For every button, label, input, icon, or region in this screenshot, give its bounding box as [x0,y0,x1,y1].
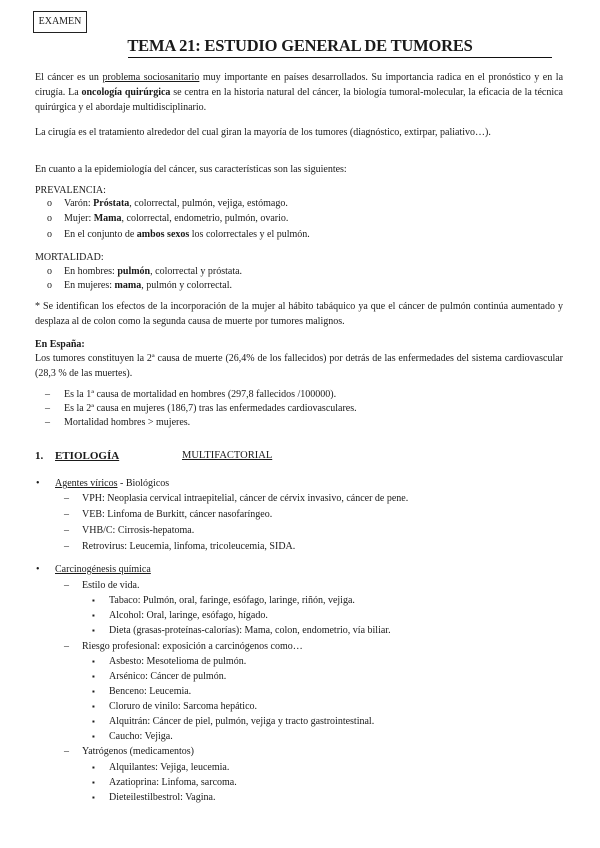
list-item: VPH: Neoplasia cervical intraepitelial, cáncer de cérvix invasivo, cáncer de pene. [82,493,409,504]
mortalidad-label: MORTALIDAD: [35,252,104,263]
list-item: Mortalidad hombres > mujeres. [64,417,191,428]
smoking-note: * Se identifican los efectos de la incorporación de la mujer al hábito tabáquico ya que el cáncer de pulmón continúa aumentado y desplaza al de colon como la segunda causa de muerte por tumores malignos. [35,301,563,327]
dash-marker: – [45,389,50,400]
list-item: Es la 2ª causa en mujeres (186,7) tras las enfermedades cardiovasculares. [64,403,357,414]
dash-marker: – [45,417,50,428]
list-item: VHB/C: Cirrosis-hepatoma. [82,525,195,536]
dash-marker: – [64,746,69,757]
square-marker: ▪ [92,763,95,772]
square-marker: ▪ [92,657,95,666]
section-heading: ETIOLOGÍA [55,450,120,462]
page-title: TEMA 21: ESTUDIO GENERAL DE TUMORES [127,36,473,55]
sublist-heading: Riesgo profesional: exposición a carcinógenos como… [82,641,303,652]
list-item: Tabaco: Pulmón, oral, faringe, esófago, laringe, riñón, vejiga. [109,595,355,606]
square-marker: ▪ [92,732,95,741]
list-item: Dieteilestilbestrol: Vagina. [109,792,216,803]
spain-label: En España: [35,339,85,350]
section-subtitle: MULTIFACTORIAL [182,450,273,461]
list-item: En mujeres: mama, pulmón y colorrectal. [64,280,233,291]
circle-marker: o [47,229,52,240]
dash-marker: – [64,509,69,520]
square-marker: ▪ [92,778,95,787]
square-marker: ▪ [92,596,95,605]
square-marker: ▪ [92,717,95,726]
list-item: Alquitrán: Cáncer de piel, pulmón, vejiga y tracto gastrointestinal. [109,716,375,727]
square-marker: ▪ [92,611,95,620]
list-item: Caucho: Vejiga. [109,731,173,742]
section-number: 1. [35,450,44,462]
spain-paragraph: Los tumores constituyen la 2ª causa de muerte (26,4% de los fallecidos) por detrás de las enfermedades del sistema cardiovascular (28,3 % de las muertes). [35,353,563,379]
list-item: En el conjunto de ambos sexos los colorrectales y el pulmón. [64,229,310,240]
intro-paragraph: El cáncer es un problema sociosanitario muy importante en países desarrollados. Su importancia radica en el pronóstico y en la cirugía. La oncología quirúrgica se centra en la historia natural del cáncer, la biología tumoral-molecular, la eficacia de la técnica quirúrgica y el abordaje multidisciplinario. [35,72,564,113]
dash-marker: – [64,525,69,536]
list-item: Alquilantes: Vejiga, leucemia. [109,762,230,773]
underlined-term: problema sociosanitario [102,72,200,83]
list-item: Benceno: Leucemia. [109,686,192,697]
dash-marker: – [64,641,69,652]
surgery-paragraph: La cirugía es el tratamiento alrededor del cual giran la mayoría de los tumores (diagnóstico, extirpar, paliativo…). [35,127,491,138]
list-item: Azatioprina: Linfoma, sarcoma. [109,777,237,788]
list-item: Varón: Próstata, colorrectal, pulmón, vejiga, estómago. [64,198,288,209]
list-item: Arsénico: Cáncer de pulmón. [109,671,227,682]
square-marker: ▪ [92,687,95,696]
dash-marker: – [64,541,69,552]
list-item: Asbesto: Mesotelioma de pulmón. [109,656,247,667]
bullet-marker: • [36,564,40,575]
list-item: Retrovirus: Leucemia, linfoma, tricoleucemia, SIDA. [82,541,296,552]
sublist-heading: Yatrógenos (medicamentos) [82,746,195,757]
exam-tag: EXAMEN [33,11,87,33]
bullet-marker: • [36,478,40,489]
title-underline [128,57,552,58]
list-item: VEB: Linfoma de Burkitt, cáncer nasofaríngeo. [82,509,273,520]
list-item: Cloruro de vinilo: Sarcoma hepático. [109,701,258,712]
list-item: Es la 1ª causa de mortalidad en hombres (297,8 fallecidos /100000). [64,389,337,400]
bold-term: oncología quirúrgica [81,87,171,98]
list-heading: Carcinogénesis química [55,564,151,575]
prevalencia-label: PREVALENCIA: [35,185,106,196]
circle-marker: o [47,266,52,277]
circle-marker: o [47,280,52,291]
list-item: Dieta (grasas-proteínas-calorías): Mama, colon, endometrio, vía biliar. [109,625,391,636]
dash-marker: – [45,403,50,414]
circle-marker: o [47,198,52,209]
square-marker: ▪ [92,672,95,681]
dash-marker: – [64,580,69,591]
epidemiology-paragraph: En cuanto a la epidemiología del cáncer, sus características son las siguientes: [35,164,347,175]
list-heading: Agentes víricos - Biológicos [55,478,170,489]
square-marker: ▪ [92,793,95,802]
square-marker: ▪ [92,626,95,635]
list-item: Alcohol: Oral, laringe, esófago, hígado. [109,610,268,621]
list-item: Mujer: Mama, colorrectal, endometrio, pulmón, ovario. [64,213,289,224]
sublist-heading: Estilo de vida. [82,580,140,591]
circle-marker: o [47,213,52,224]
square-marker: ▪ [92,702,95,711]
dash-marker: – [64,493,69,504]
list-item: En hombres: pulmón, colorrectal y próstata. [64,266,243,277]
